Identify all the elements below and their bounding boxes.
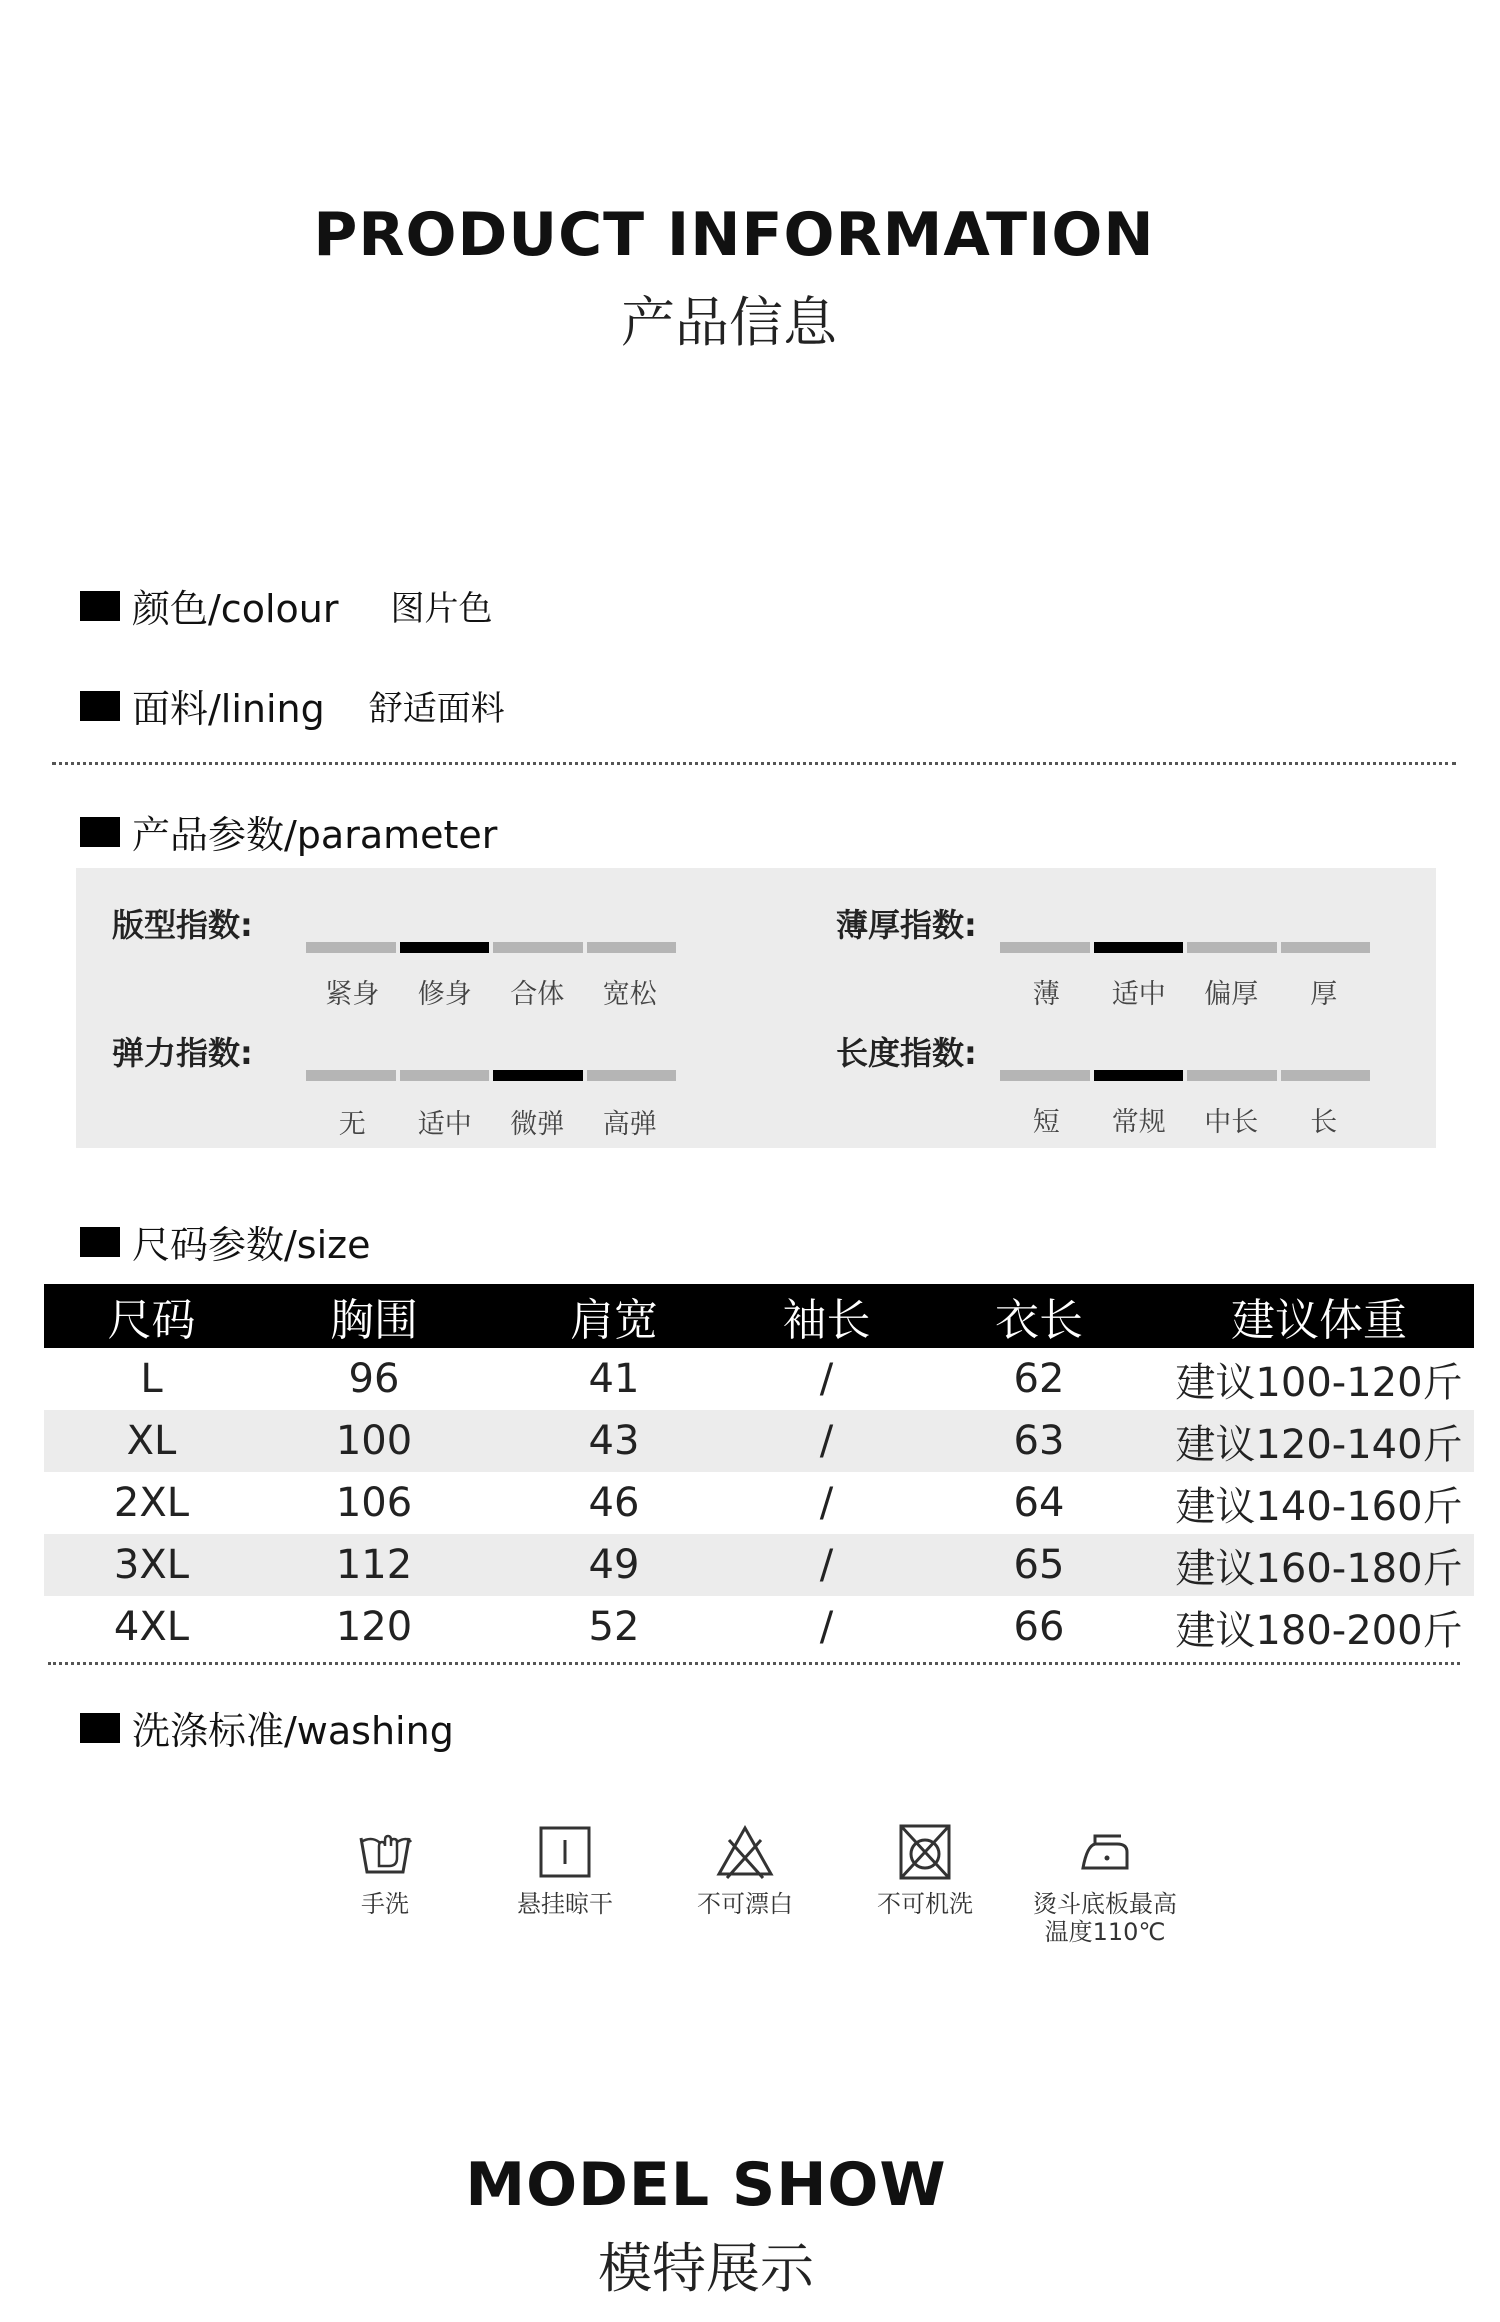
table-cell: 2XL bbox=[113, 1480, 190, 1526]
scale-segment bbox=[400, 942, 490, 953]
table-cell: 112 bbox=[259, 1534, 489, 1596]
table-cell: / bbox=[739, 1534, 914, 1596]
length-index-options bbox=[1000, 1100, 1370, 1139]
table-row bbox=[44, 1534, 1474, 1596]
option-label: 宽松 bbox=[602, 979, 657, 1010]
scale-segment bbox=[1000, 942, 1090, 953]
table-row bbox=[44, 1472, 1474, 1534]
option-label: 厚 bbox=[1310, 979, 1338, 1010]
table-cell: / bbox=[819, 1356, 834, 1402]
table-cell: 41 bbox=[588, 1356, 640, 1402]
table-cell: 96 bbox=[348, 1356, 400, 1402]
table-cell: 64 bbox=[1013, 1480, 1065, 1526]
scale-segment bbox=[1094, 1070, 1184, 1081]
size-table bbox=[44, 1284, 1474, 1658]
model-show-title-en: MODEL SHOW bbox=[465, 2150, 947, 2220]
scale-segment bbox=[587, 1070, 677, 1081]
wash-caption bbox=[1033, 1890, 1177, 1946]
column-header: 胸围 bbox=[259, 1284, 489, 1348]
option-label: 高弹 bbox=[602, 1109, 657, 1140]
section-marker-icon bbox=[80, 1713, 120, 1743]
scale-segment bbox=[493, 1070, 583, 1081]
hand-wash-icon bbox=[353, 1820, 417, 1884]
wash-caption: 不可漂白 bbox=[697, 1890, 793, 1918]
table-cell: 49 bbox=[489, 1534, 739, 1596]
scale-segment bbox=[1281, 1070, 1371, 1081]
iron-110-icon bbox=[1073, 1820, 1137, 1884]
option-label: 短 bbox=[1032, 1107, 1060, 1138]
table-cell: 65 bbox=[914, 1534, 1164, 1596]
scale-segment bbox=[306, 942, 396, 953]
scale-segment bbox=[587, 942, 677, 953]
option-label: 无 bbox=[338, 1109, 366, 1140]
column-header: 衣长 bbox=[914, 1284, 1164, 1348]
hang-dry-icon bbox=[533, 1820, 597, 1884]
table-cell: 4XL bbox=[113, 1604, 190, 1650]
scale-segment bbox=[1187, 942, 1277, 953]
table-cell: 建议180-200斤 bbox=[1175, 1607, 1463, 1654]
table-cell: / bbox=[739, 1410, 914, 1472]
table-cell: 66 bbox=[1013, 1604, 1065, 1650]
column-header: 尺码 bbox=[44, 1284, 259, 1348]
fit-index-label: 版型指数: bbox=[112, 906, 253, 944]
section-marker-icon bbox=[80, 591, 120, 621]
table-cell: 3XL bbox=[44, 1534, 259, 1596]
table-row bbox=[44, 1348, 1474, 1410]
section-marker-icon bbox=[80, 817, 120, 847]
lining-row bbox=[80, 678, 505, 733]
model-show-title-cn: 模特展示 bbox=[598, 2237, 814, 2300]
option-label: 微弹 bbox=[510, 1109, 565, 1140]
table-row bbox=[44, 1596, 1474, 1658]
wash-caption: 手洗 bbox=[361, 1890, 409, 1918]
page-title-cn: 产品信息 bbox=[621, 291, 837, 354]
option-label: 常规 bbox=[1111, 1107, 1166, 1138]
wash-item bbox=[310, 1820, 460, 1946]
table-cell: 52 bbox=[588, 1604, 640, 1650]
table-cell: / bbox=[819, 1480, 834, 1526]
option-label: 紧身 bbox=[325, 979, 380, 1010]
scale-segment bbox=[1187, 1070, 1277, 1081]
lining-value: 舒适面料 bbox=[368, 689, 505, 729]
wash-caption-line2: 温度110℃ bbox=[1044, 1918, 1166, 1946]
parameter-heading bbox=[80, 804, 497, 859]
column-header: 袖长 bbox=[739, 1284, 914, 1348]
table-cell: XL bbox=[44, 1410, 259, 1472]
wash-item bbox=[850, 1820, 1000, 1946]
table-cell: 43 bbox=[489, 1410, 739, 1472]
divider bbox=[48, 1662, 1460, 1665]
no-bleach-icon bbox=[713, 1820, 777, 1884]
wash-caption: 不可机洗 bbox=[877, 1890, 973, 1918]
divider bbox=[52, 762, 1456, 765]
wash-caption-line1: 烫斗底板最高 bbox=[1033, 1890, 1177, 1918]
table-cell: L bbox=[140, 1356, 163, 1402]
table-cell: 建议160-180斤 bbox=[1164, 1534, 1474, 1596]
scale-segment bbox=[1094, 942, 1184, 953]
section-marker-icon bbox=[80, 1227, 120, 1257]
size-heading bbox=[80, 1214, 370, 1269]
parameter-label: 产品参数/parameter bbox=[132, 813, 498, 857]
parameter-panel bbox=[76, 868, 1436, 1148]
table-cell: / bbox=[819, 1604, 834, 1650]
fit-index-options bbox=[306, 972, 676, 1011]
length-index-label: 长度指数: bbox=[836, 1034, 977, 1072]
option-label: 长 bbox=[1310, 1107, 1338, 1138]
scale-segment bbox=[306, 1070, 396, 1081]
table-cell: 46 bbox=[588, 1480, 640, 1526]
option-label: 适中 bbox=[1111, 979, 1166, 1010]
wash-caption: 悬挂晾干 bbox=[517, 1890, 613, 1918]
scale-segment bbox=[1281, 942, 1371, 953]
table-cell: 建议120-140斤 bbox=[1164, 1410, 1474, 1472]
washing-label: 洗涤标准/washing bbox=[132, 1709, 454, 1753]
size-table-header bbox=[44, 1284, 1474, 1348]
size-label: 尺码参数/size bbox=[132, 1223, 371, 1267]
option-label: 合体 bbox=[510, 979, 565, 1010]
colour-value: 图片色 bbox=[390, 589, 493, 629]
length-index-bar bbox=[1000, 1070, 1370, 1081]
washing-heading bbox=[80, 1700, 454, 1755]
thickness-index-bar bbox=[1000, 942, 1370, 953]
page-title-en: PRODUCT INFORMATION bbox=[313, 200, 1155, 270]
scale-segment bbox=[1000, 1070, 1090, 1081]
scale-segment bbox=[400, 1070, 490, 1081]
column-header: 肩宽 bbox=[489, 1284, 739, 1348]
no-machine-wash-icon bbox=[893, 1820, 957, 1884]
colour-row bbox=[80, 578, 492, 633]
lining-label: 面料/lining bbox=[132, 687, 325, 731]
thickness-index-label: 薄厚指数: bbox=[836, 906, 977, 944]
elasticity-index-label: 弹力指数: bbox=[112, 1034, 253, 1072]
thickness-index-options bbox=[1000, 972, 1370, 1011]
washing-icons bbox=[310, 1820, 1180, 1946]
colour-label: 颜色/colour bbox=[132, 587, 339, 631]
elasticity-index-options bbox=[306, 1102, 676, 1141]
table-cell: 106 bbox=[335, 1480, 413, 1526]
table-cell: 建议140-160斤 bbox=[1175, 1483, 1463, 1530]
table-cell: 62 bbox=[1013, 1356, 1065, 1402]
wash-item bbox=[1030, 1820, 1180, 1946]
option-label: 中长 bbox=[1204, 1107, 1259, 1138]
option-label: 偏厚 bbox=[1204, 979, 1259, 1010]
table-cell: 100 bbox=[259, 1410, 489, 1472]
section-marker-icon bbox=[80, 691, 120, 721]
column-header: 建议体重 bbox=[1164, 1284, 1474, 1348]
table-row bbox=[44, 1410, 1474, 1472]
option-label: 修身 bbox=[417, 979, 472, 1010]
table-cell: 建议100-120斤 bbox=[1175, 1359, 1463, 1406]
table-cell: 63 bbox=[914, 1410, 1164, 1472]
option-label: 薄 bbox=[1032, 979, 1060, 1010]
wash-item bbox=[670, 1820, 820, 1946]
option-label: 适中 bbox=[417, 1109, 472, 1140]
wash-item bbox=[490, 1820, 640, 1946]
elasticity-index-bar bbox=[306, 1070, 676, 1081]
fit-index-bar bbox=[306, 942, 676, 953]
table-cell: 120 bbox=[335, 1604, 413, 1650]
scale-segment bbox=[493, 942, 583, 953]
